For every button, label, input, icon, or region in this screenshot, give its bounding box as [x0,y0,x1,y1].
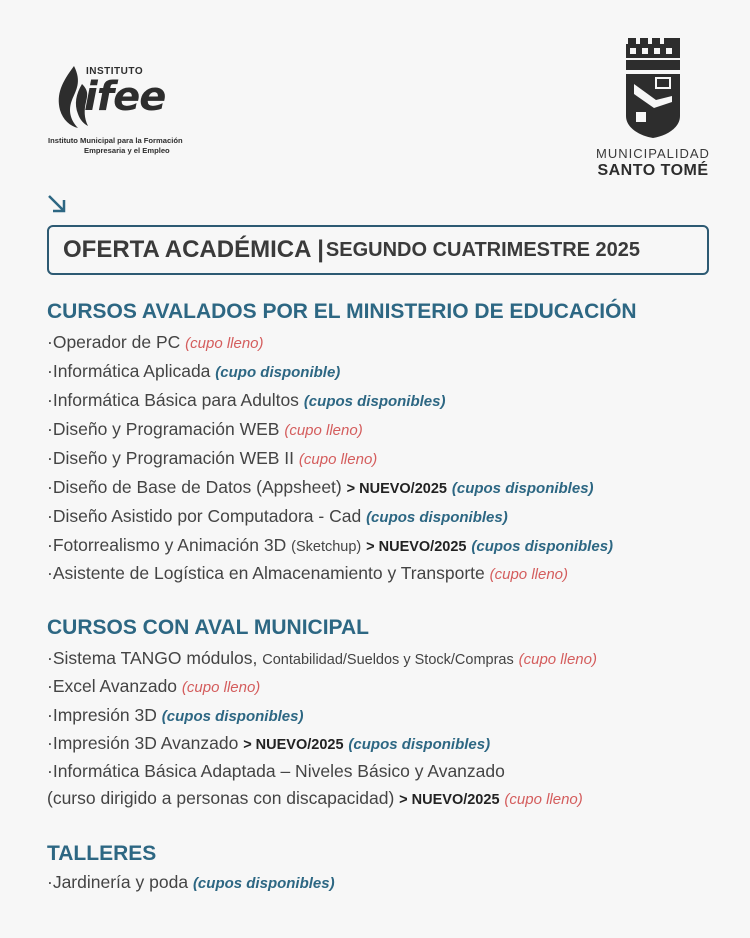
course-name: ·Diseño Asistido por Computadora - Cad [47,506,362,526]
course-name: ·Excel Avanzado [47,676,178,696]
municipality-logo [588,38,718,188]
status-badge: (cupos disponibles) [161,708,304,725]
list-item [47,733,490,754]
page-title [47,225,709,275]
status-badge: (cupo lleno) [489,566,569,583]
town-name: SANTO TOMÉ [597,162,709,179]
course-name: ·Operador de PC [47,332,181,352]
list-item [47,361,340,382]
brand-name: ifee [84,74,166,120]
new-tag: > NUEVO/2025 [346,481,447,497]
status-badge: (cupo lleno) [185,335,264,352]
course-name: ·Informática Básica Adaptada – Niveles Básico y Avanzado [47,761,505,781]
list-item [47,872,335,893]
status-badge: (cupos disponibles) [348,736,491,753]
municipality-label: MUNICIPALIDAD [596,146,710,161]
title-main: OFERTA ACADÉMICA | [63,236,324,263]
section-title-talleres: TALLERES [47,842,157,865]
course-detail: Contabilidad/Sueldos y Stock/Compras [262,652,514,668]
list-item [47,332,264,353]
new-tag: > NUEVO/2025 [399,792,500,808]
status-badge: (cupo lleno) [298,451,378,468]
new-tag: > NUEVO/2025 [366,539,467,555]
institute-label: INSTITUTO [86,66,144,77]
list-item [47,477,594,498]
course-name: ·Jardinería y poda [47,872,189,892]
status-badge: (cupos disponibles) [471,538,614,555]
course-name: ·Impresión 3D [47,705,157,725]
list-item [47,535,613,556]
course-name: ·Informática Básica para Adultos [47,390,299,410]
course-detail: (Sketchup) [291,539,362,555]
list-item [47,676,260,697]
list-item [47,761,505,782]
list-item [47,506,508,527]
course-note: (curso dirigido a personas con discapacidad) [47,788,395,808]
course-name: ·Asistente de Logística en Almacenamiento y Transporte [47,563,485,583]
list-item [47,563,568,584]
course-name: ·Diseño de Base de Datos (Appsheet) [47,477,342,497]
course-name: ·Impresión 3D Avanzado [47,733,239,753]
course-name: ·Diseño y Programación WEB [47,419,280,439]
list-item [47,705,303,726]
status-badge: (cupo lleno) [518,651,597,668]
ifee-logo [48,60,228,160]
new-tag: > NUEVO/2025 [243,737,344,753]
shield-crest-icon [626,38,680,138]
status-badge: (cupo lleno) [504,791,583,808]
course-name: ·Fotorrealismo y Animación 3D [47,535,287,555]
status-badge: (cupo disponible) [215,364,341,381]
status-badge: (cupos disponibles) [303,393,446,410]
course-name: ·Sistema TANGO módulos, [47,648,258,668]
list-item [47,390,446,411]
list-item [47,648,597,669]
course-name: ·Diseño y Programación WEB II [47,448,295,468]
status-badge: (cupos disponibles) [192,875,335,892]
list-item [47,419,363,440]
list-item [47,448,377,469]
status-badge: (cupos disponibles) [366,509,508,526]
section-title-ministry: CURSOS AVALADOS POR EL MINISTERIO DE EDUCACIÓN [47,300,637,323]
title-sub: SEGUNDO CUATRIMESTRE 2025 [325,238,641,261]
institute-fullname-line2: Empresaria y el Empleo [84,146,170,155]
section-title-municipal: CURSOS CON AVAL MUNICIPAL [47,616,370,639]
status-badge: (cupo lleno) [284,422,363,439]
course-name: ·Informática Aplicada [47,361,211,381]
status-badge: (cupos disponibles) [451,480,594,497]
status-badge: (cupo lleno) [181,679,261,696]
institute-fullname-line1: Instituto Municipal para la Formación [48,136,183,145]
arrow-down-right-icon [47,194,67,214]
list-item [47,788,583,809]
